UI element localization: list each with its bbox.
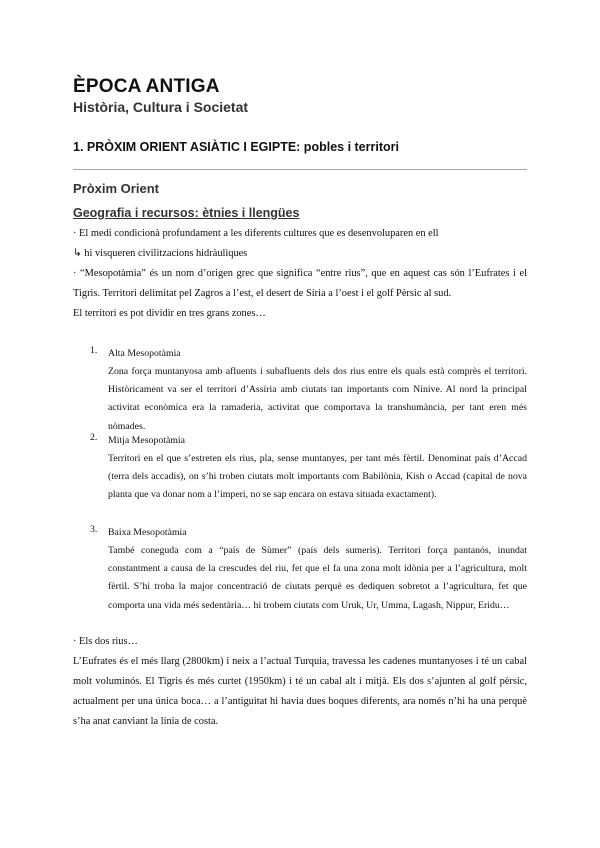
zone-description: Zona força muntanyosa amb afluents i subafluents dels dos rius entre els quals està comprès el territori. Històricament va ser el territori d’Assíria amb ciutats tan importants com Nínive. Al nord la principal activitat econòmica era la ramaderia, activitat que comportava la transhumància, per tant eren més nòmades. [108,366,527,432]
zone-list-item-3 [73,524,527,615]
list-number: 3. [90,524,98,535]
section-heading: 1. PRÒXIM ORIENT ASIÀTIC I EGIPTE: pobles i territori [73,140,399,154]
zone-name: Mitja Mesopotàmia [108,435,186,446]
rivers-block [73,632,527,732]
rivers-paragraph: L’Eufrates és el més llarg (2800km) i neix a l’actual Turquia, travessa les cadenes muntanyoses i té un cabal molt voluminós. El Tigris és més curtet (1950km) i té un cabal alt i mitjà. Els dos s’ajunten al golf pèrsic, actualment per una única boca… a l’antiguitat hi havia dues boques diferents, ara només n’hi ha una perquè s’ha anat canviant la línia de costa. [73,656,527,727]
document-subtitle: Història, Cultura i Societat [73,99,249,115]
zone-list-item-2 [73,432,527,505]
list-item [73,432,527,505]
list-item [73,345,527,436]
zone-description: Territori en el que s’estreten els rius, pla, sense muntanyes, per tant més fèrtil. Denominat país d’Accad (terra dels accadis), on s’hi troben ciutats molt importants com Babilònia, Kish o Accad (capital de nova planta que va donar nom a l’imperi, no se sap encara on estava situada exactament). [108,453,527,501]
list-number: 1. [90,345,98,356]
subsection-heading: Pròxim Orient [73,181,159,196]
zone-name: Baixa Mesopotàmia [108,527,187,538]
intro-paragraph: · “Mesopotàmia” és un nom d’origen grec que significa “entre rius”, que en aquest cas són l’Eufrates i el Tigris. Territori delimitat pel Zagros a l’est, el desert de Síria a l’oest i el golf Pèrsic al sud. [73,268,527,299]
zone-list-item-1 [73,345,527,436]
list-item [73,524,527,615]
intro-line-2: ↳ hi visqueren civilitzacions hidràuliques [73,248,248,259]
intro-line-4: El territori es pot dividir en tres grans zones… [73,308,266,319]
zone-name: Alta Mesopotàmia [108,348,181,359]
list-number: 2. [90,432,98,443]
zone-description: També coneguda com a “país de Sùmer” (país dels sumeris). Territori força pantanós, inundat constantment a causa de la crescudes del riu, fet que el fa una zona molt idònia per a l’agricultura, molt fèrtil. S’hi troba la major concentració de ciutats perquè es dediquen sobretot a l’agricultura, fet que comporta una vida més sedentària… hi trobem ciutats com Uruk, Ur, Umma, Lagash, Nippur, Eridu… [108,545,527,611]
topic-heading: Geografia i recursos: ètnies i llengües [73,206,300,220]
intro-block [73,224,527,324]
section-divider [73,169,527,170]
rivers-heading: · Els dos rius… [73,636,138,647]
intro-line-1: · El medi condicionà profundament a les diferents cultures que es desenvoluparen en ell [73,228,439,239]
document-title: ÈPOCA ANTIGA [73,76,220,97]
